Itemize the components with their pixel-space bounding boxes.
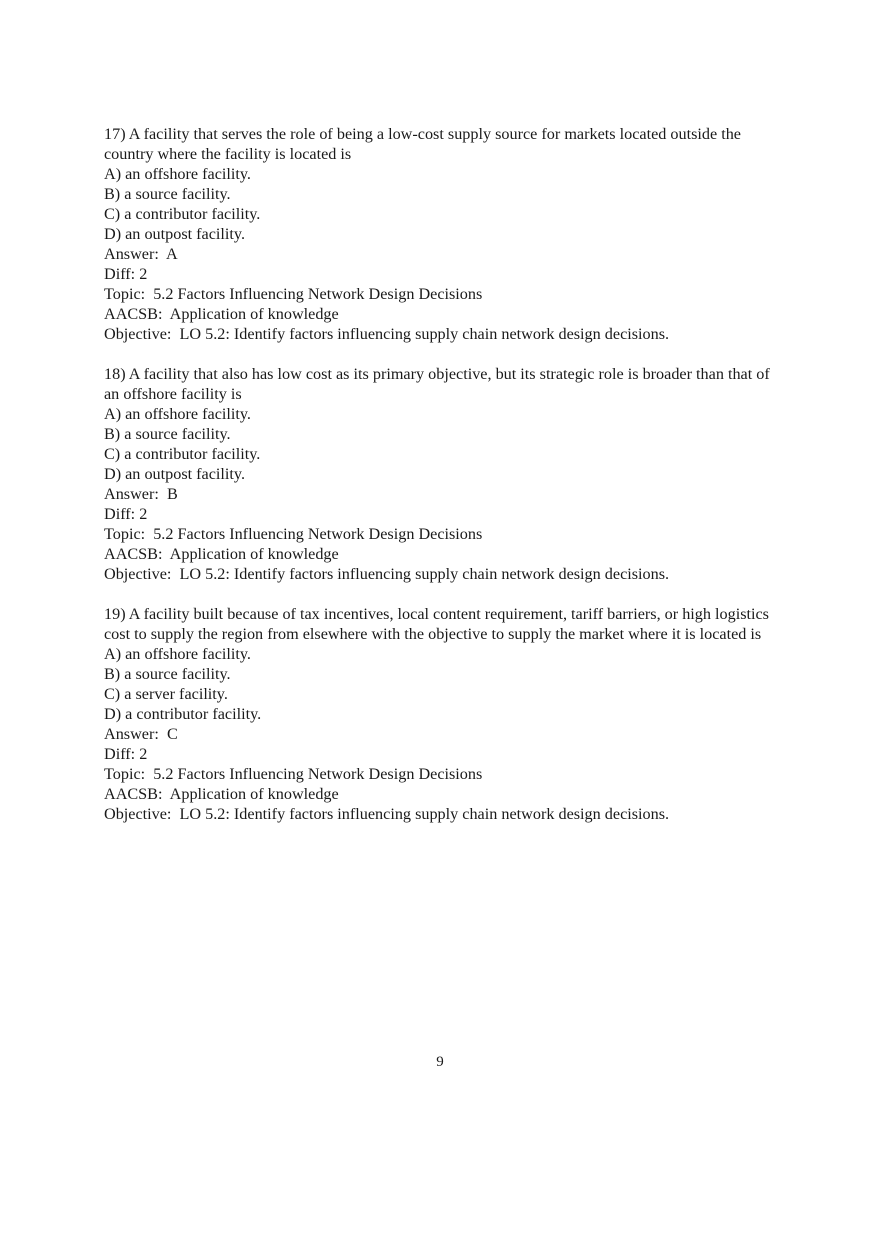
answer: Answer: B [104, 485, 178, 503]
aacsb: AACSB: Application of knowledge [104, 545, 339, 563]
answer: Answer: A [104, 245, 178, 263]
question-stem: 18) A facility that also has low cost as its primary objective, but its strategic role is broader than that of an offshore facility is [104, 365, 774, 403]
aacsb: AACSB: Application of knowledge [104, 785, 339, 803]
option-c: C) a contributor facility. [104, 205, 261, 223]
option-b: B) a source facility. [104, 425, 231, 443]
option-c: C) a contributor facility. [104, 445, 261, 463]
answer: Answer: C [104, 725, 178, 743]
option-a: A) an offshore facility. [104, 645, 251, 663]
question-18 [104, 364, 784, 584]
objective: Objective: LO 5.2: Identify factors influencing supply chain network design decisions. [104, 325, 670, 343]
option-c: C) a server facility. [104, 685, 228, 703]
difficulty: Diff: 2 [104, 505, 148, 523]
question-19 [104, 604, 784, 824]
difficulty: Diff: 2 [104, 265, 148, 283]
option-a: A) an offshore facility. [104, 165, 251, 183]
aacsb: AACSB: Application of knowledge [104, 305, 339, 323]
option-d: D) an outpost facility. [104, 465, 246, 483]
page-number: 9 [436, 1054, 444, 1070]
question-17 [104, 124, 784, 344]
objective: Objective: LO 5.2: Identify factors influencing supply chain network design decisions. [104, 565, 670, 583]
objective: Objective: LO 5.2: Identify factors influencing supply chain network design decisions. [104, 805, 670, 823]
question-stem: 19) A facility built because of tax incentives, local content requirement, tariff barriers, or high logistics cost to supply the region from elsewhere with the objective to supply the market where it is located is [104, 605, 774, 643]
question-list [104, 124, 784, 824]
option-b: B) a source facility. [104, 185, 231, 203]
topic: Topic: 5.2 Factors Influencing Network Design Decisions [104, 525, 483, 543]
option-d: D) a contributor facility. [104, 705, 262, 723]
question-stem: 17) A facility that serves the role of being a low-cost supply source for markets located outside the country where the facility is located is [104, 125, 746, 163]
option-b: B) a source facility. [104, 665, 231, 683]
difficulty: Diff: 2 [104, 745, 148, 763]
topic: Topic: 5.2 Factors Influencing Network Design Decisions [104, 765, 483, 783]
option-d: D) an outpost facility. [104, 225, 246, 243]
option-a: A) an offshore facility. [104, 405, 251, 423]
topic: Topic: 5.2 Factors Influencing Network Design Decisions [104, 285, 483, 303]
